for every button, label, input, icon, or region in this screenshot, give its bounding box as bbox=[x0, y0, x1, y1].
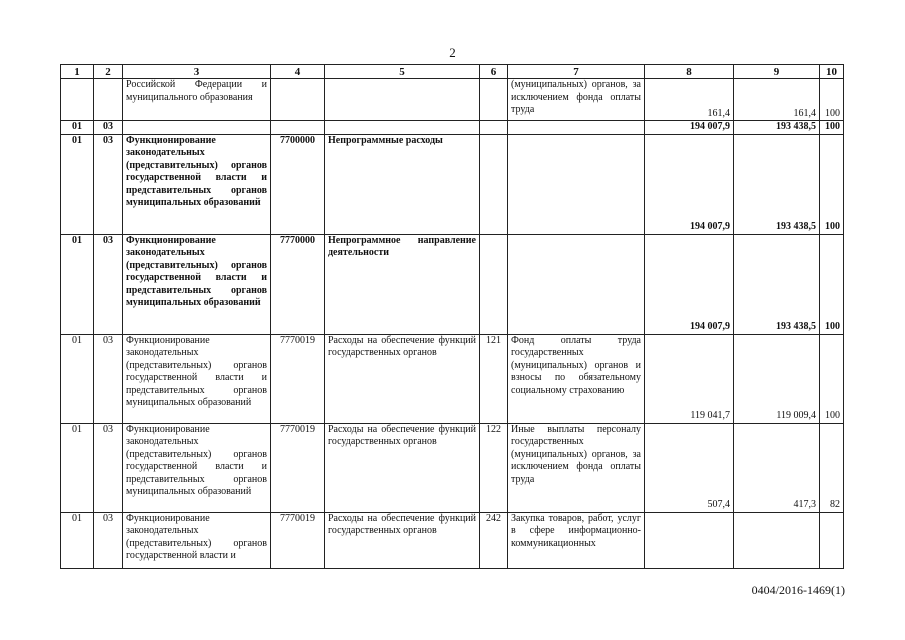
execution-percent-cell bbox=[820, 512, 844, 568]
subsection-code-cell: 03 bbox=[94, 512, 123, 568]
expense-type-name-cell: Фонд оплаты труда государственных (муниципальных) органов и взносы по обязательному социальному страхованию bbox=[508, 334, 645, 423]
target-code-cell: 7770019 bbox=[271, 334, 325, 423]
section-name-cell: Функционирование законодательных (представительных) органов государственной власти и представительных органов муниципальных образований bbox=[123, 423, 271, 512]
expense-type-name-cell bbox=[508, 134, 645, 234]
table-row bbox=[61, 134, 844, 234]
section-name-cell: Функционирование законодательных (представительных) органов государственной власти и представительных органов муниципальных образований bbox=[123, 234, 271, 334]
execution-percent-cell: 100 bbox=[820, 234, 844, 334]
section-code-cell: 01 bbox=[61, 423, 94, 512]
target-code-cell: 7770019 bbox=[271, 423, 325, 512]
subsection-code-cell: 03 bbox=[94, 334, 123, 423]
header-cell: 2 bbox=[94, 65, 123, 79]
section-name-cell: Российской Федерации и муниципального образования bbox=[123, 79, 271, 121]
target-name-cell: Расходы на обеспечение функций государственных органов bbox=[325, 334, 480, 423]
actual-amount-cell: 417,3 bbox=[734, 423, 820, 512]
section-code-cell: 01 bbox=[61, 121, 94, 135]
actual-amount-cell: 161,4 bbox=[734, 79, 820, 121]
table-row bbox=[61, 79, 844, 121]
subsection-code-cell bbox=[94, 79, 123, 121]
budget-table bbox=[60, 64, 844, 569]
section-code-cell: 01 bbox=[61, 234, 94, 334]
page-number: 2 bbox=[449, 45, 456, 60]
execution-percent-cell: 82 bbox=[820, 423, 844, 512]
target-code-cell bbox=[271, 79, 325, 121]
actual-amount-cell bbox=[734, 512, 820, 568]
subsection-code-cell: 03 bbox=[94, 423, 123, 512]
expense-type-code-cell bbox=[480, 121, 508, 135]
header-cell: 3 bbox=[123, 65, 271, 79]
expense-type-code-cell bbox=[480, 234, 508, 334]
header-cell: 1 bbox=[61, 65, 94, 79]
header-cell: 7 bbox=[508, 65, 645, 79]
planned-amount-cell: 161,4 bbox=[645, 79, 734, 121]
expense-type-name-cell: (муниципальных) органов, за исключением фонда оплаты труда bbox=[508, 79, 645, 121]
execution-percent-cell: 100 bbox=[820, 79, 844, 121]
header-cell: 5 bbox=[325, 65, 480, 79]
table-row bbox=[61, 121, 844, 135]
planned-amount-cell: 507,4 bbox=[645, 423, 734, 512]
subsection-code-cell: 03 bbox=[94, 134, 123, 234]
expense-type-name-cell: Закупка товаров, работ, услуг в сфере информационно-коммуникационных bbox=[508, 512, 645, 568]
section-code-cell: 01 bbox=[61, 134, 94, 234]
execution-percent-cell: 100 bbox=[820, 121, 844, 135]
planned-amount-cell bbox=[645, 512, 734, 568]
expense-type-code-cell: 121 bbox=[480, 334, 508, 423]
execution-percent-cell: 100 bbox=[820, 134, 844, 234]
target-code-cell bbox=[271, 121, 325, 135]
actual-amount-cell: 193 438,5 bbox=[734, 134, 820, 234]
section-name-cell: Функционирование законодательных (представительных) органов государственной власти и bbox=[123, 512, 271, 568]
section-code-cell bbox=[61, 79, 94, 121]
target-name-cell: Непрограммное направление деятельности bbox=[325, 234, 480, 334]
actual-amount-cell: 119 009,4 bbox=[734, 334, 820, 423]
header-cell: 9 bbox=[734, 65, 820, 79]
header-cell: 10 bbox=[820, 65, 844, 79]
section-name-cell bbox=[123, 121, 271, 135]
table-row bbox=[61, 234, 844, 334]
header-cell: 8 bbox=[645, 65, 734, 79]
table-row bbox=[61, 334, 844, 423]
target-name-cell: Непрограммные расходы bbox=[325, 134, 480, 234]
target-code-cell: 7770000 bbox=[271, 234, 325, 334]
target-name-cell: Расходы на обеспечение функций государственных органов bbox=[325, 512, 480, 568]
actual-amount-cell: 193 438,5 bbox=[734, 121, 820, 135]
section-code-cell: 01 bbox=[61, 334, 94, 423]
section-name-cell: Функционирование законодательных (представительных) органов государственной власти и представительных органов муниципальных образований bbox=[123, 134, 271, 234]
planned-amount-cell: 194 007,9 bbox=[645, 121, 734, 135]
header-cell: 6 bbox=[480, 65, 508, 79]
section-name-cell: Функционирование законодательных (представительных) органов государственной власти и представительных органов муниципальных образований bbox=[123, 334, 271, 423]
table-row bbox=[61, 423, 844, 512]
subsection-code-cell: 03 bbox=[94, 121, 123, 135]
target-name-cell: Расходы на обеспечение функций государственных органов bbox=[325, 423, 480, 512]
expense-type-code-cell bbox=[480, 134, 508, 234]
expense-type-code-cell: 122 bbox=[480, 423, 508, 512]
header-row bbox=[61, 65, 844, 79]
planned-amount-cell: 119 041,7 bbox=[645, 334, 734, 423]
expense-type-name-cell bbox=[508, 234, 645, 334]
target-name-cell bbox=[325, 79, 480, 121]
expense-type-code-cell: 242 bbox=[480, 512, 508, 568]
header-cell: 4 bbox=[271, 65, 325, 79]
execution-percent-cell: 100 bbox=[820, 334, 844, 423]
expense-type-code-cell bbox=[480, 79, 508, 121]
table-row bbox=[61, 512, 844, 568]
expense-type-name-cell bbox=[508, 121, 645, 135]
target-name-cell bbox=[325, 121, 480, 135]
planned-amount-cell: 194 007,9 bbox=[645, 134, 734, 234]
planned-amount-cell: 194 007,9 bbox=[645, 234, 734, 334]
actual-amount-cell: 193 438,5 bbox=[734, 234, 820, 334]
document-code: 0404/2016-1469(1) bbox=[751, 583, 845, 597]
expense-type-name-cell: Иные выплаты персоналу государственных (муниципальных) органов, за исключением фонда оплаты труда bbox=[508, 423, 645, 512]
target-code-cell: 7700000 bbox=[271, 134, 325, 234]
subsection-code-cell: 03 bbox=[94, 234, 123, 334]
section-code-cell: 01 bbox=[61, 512, 94, 568]
target-code-cell: 7770019 bbox=[271, 512, 325, 568]
